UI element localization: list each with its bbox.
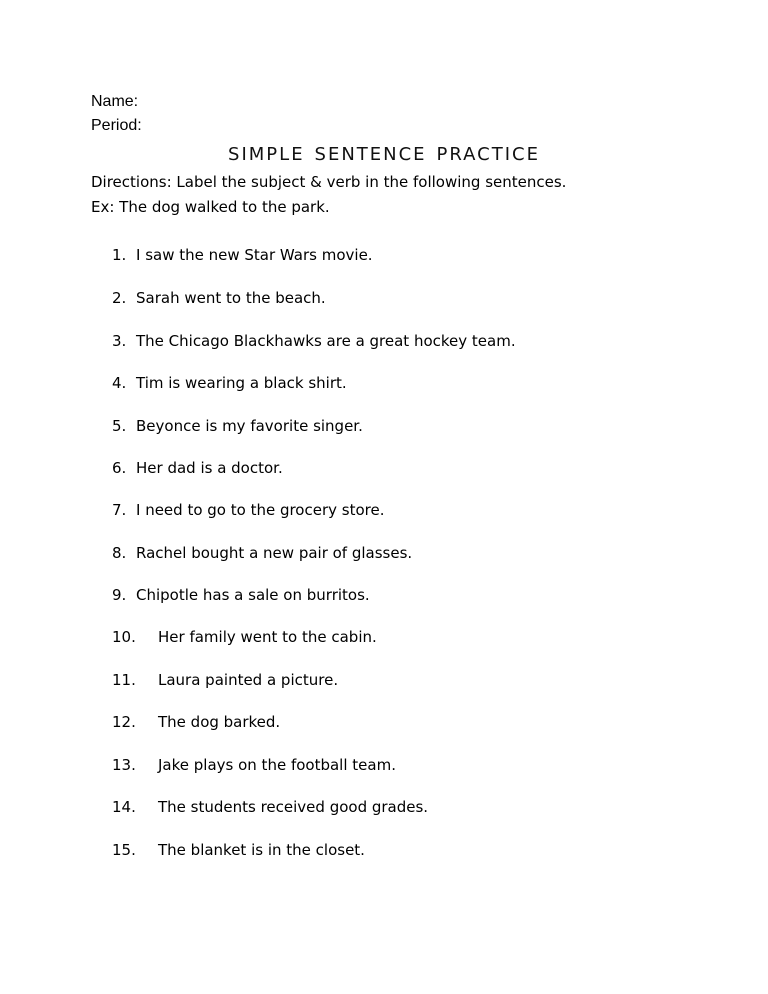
sentence-number: 11. (112, 671, 136, 689)
sentence-number: 1. (112, 246, 127, 264)
sentence-text: The blanket is in the closet. (158, 841, 365, 859)
sentence-item (112, 373, 347, 393)
sentence-number: 7. (112, 501, 127, 519)
sentence-item (112, 543, 412, 563)
sentence-number: 15. (112, 841, 136, 859)
sentence-number: 14. (112, 798, 136, 816)
sentence-text: Tim is wearing a black shirt. (136, 374, 347, 392)
sentence-number: 5. (112, 417, 127, 435)
sentence-item (112, 245, 373, 265)
sentence-text: The Chicago Blackhawks are a great hockey team. (136, 332, 516, 350)
sentence-text: Beyonce is my favorite singer. (136, 417, 363, 435)
sentence-number: 8. (112, 544, 127, 562)
directions-text: Directions: Label the subject & verb in the following sentences. (91, 173, 567, 191)
sentence-item (112, 331, 516, 351)
sentence-text: Laura painted a picture. (158, 671, 339, 689)
sentence-text: Chipotle has a sale on burritos. (136, 586, 370, 604)
sentence-text: Sarah went to the beach. (136, 289, 326, 307)
sentence-number: 12. (112, 713, 136, 731)
sentence-text: Jake plays on the football team. (158, 756, 396, 774)
sentence-item (112, 416, 363, 436)
sentence-item (112, 627, 377, 647)
sentence-number: 10. (112, 628, 136, 646)
sentence-item (112, 288, 326, 308)
sentence-item (112, 712, 280, 732)
sentence-item (112, 797, 428, 817)
sentence-item (112, 458, 283, 478)
sentence-item (112, 840, 365, 860)
name-label: Name: (91, 93, 139, 110)
sentence-text: Rachel bought a new pair of glasses. (136, 544, 413, 562)
sentence-text: Her family went to the cabin. (158, 628, 377, 646)
sentence-item (112, 755, 396, 775)
sentence-text: The students received good grades. (158, 798, 429, 816)
worksheet-title: simple sentence practice (228, 137, 540, 166)
sentence-number: 3. (112, 332, 127, 350)
sentence-item (112, 585, 370, 605)
sentence-text: I need to go to the grocery store. (136, 501, 385, 519)
example-sentence: Ex: The dog walked to the park. (91, 198, 330, 216)
sentence-number: 9. (112, 586, 127, 604)
sentence-item (112, 500, 384, 520)
sentence-number: 2. (112, 289, 127, 307)
sentence-number: 6. (112, 459, 127, 477)
sentence-number: 13. (112, 756, 136, 774)
sentence-text: The dog barked. (158, 713, 281, 731)
sentence-item (112, 670, 338, 690)
sentence-text: I saw the new Star Wars movie. (136, 246, 373, 264)
period-label: Period: (91, 117, 142, 134)
sentence-number: 4. (112, 374, 127, 392)
sentence-text: Her dad is a doctor. (136, 459, 283, 477)
